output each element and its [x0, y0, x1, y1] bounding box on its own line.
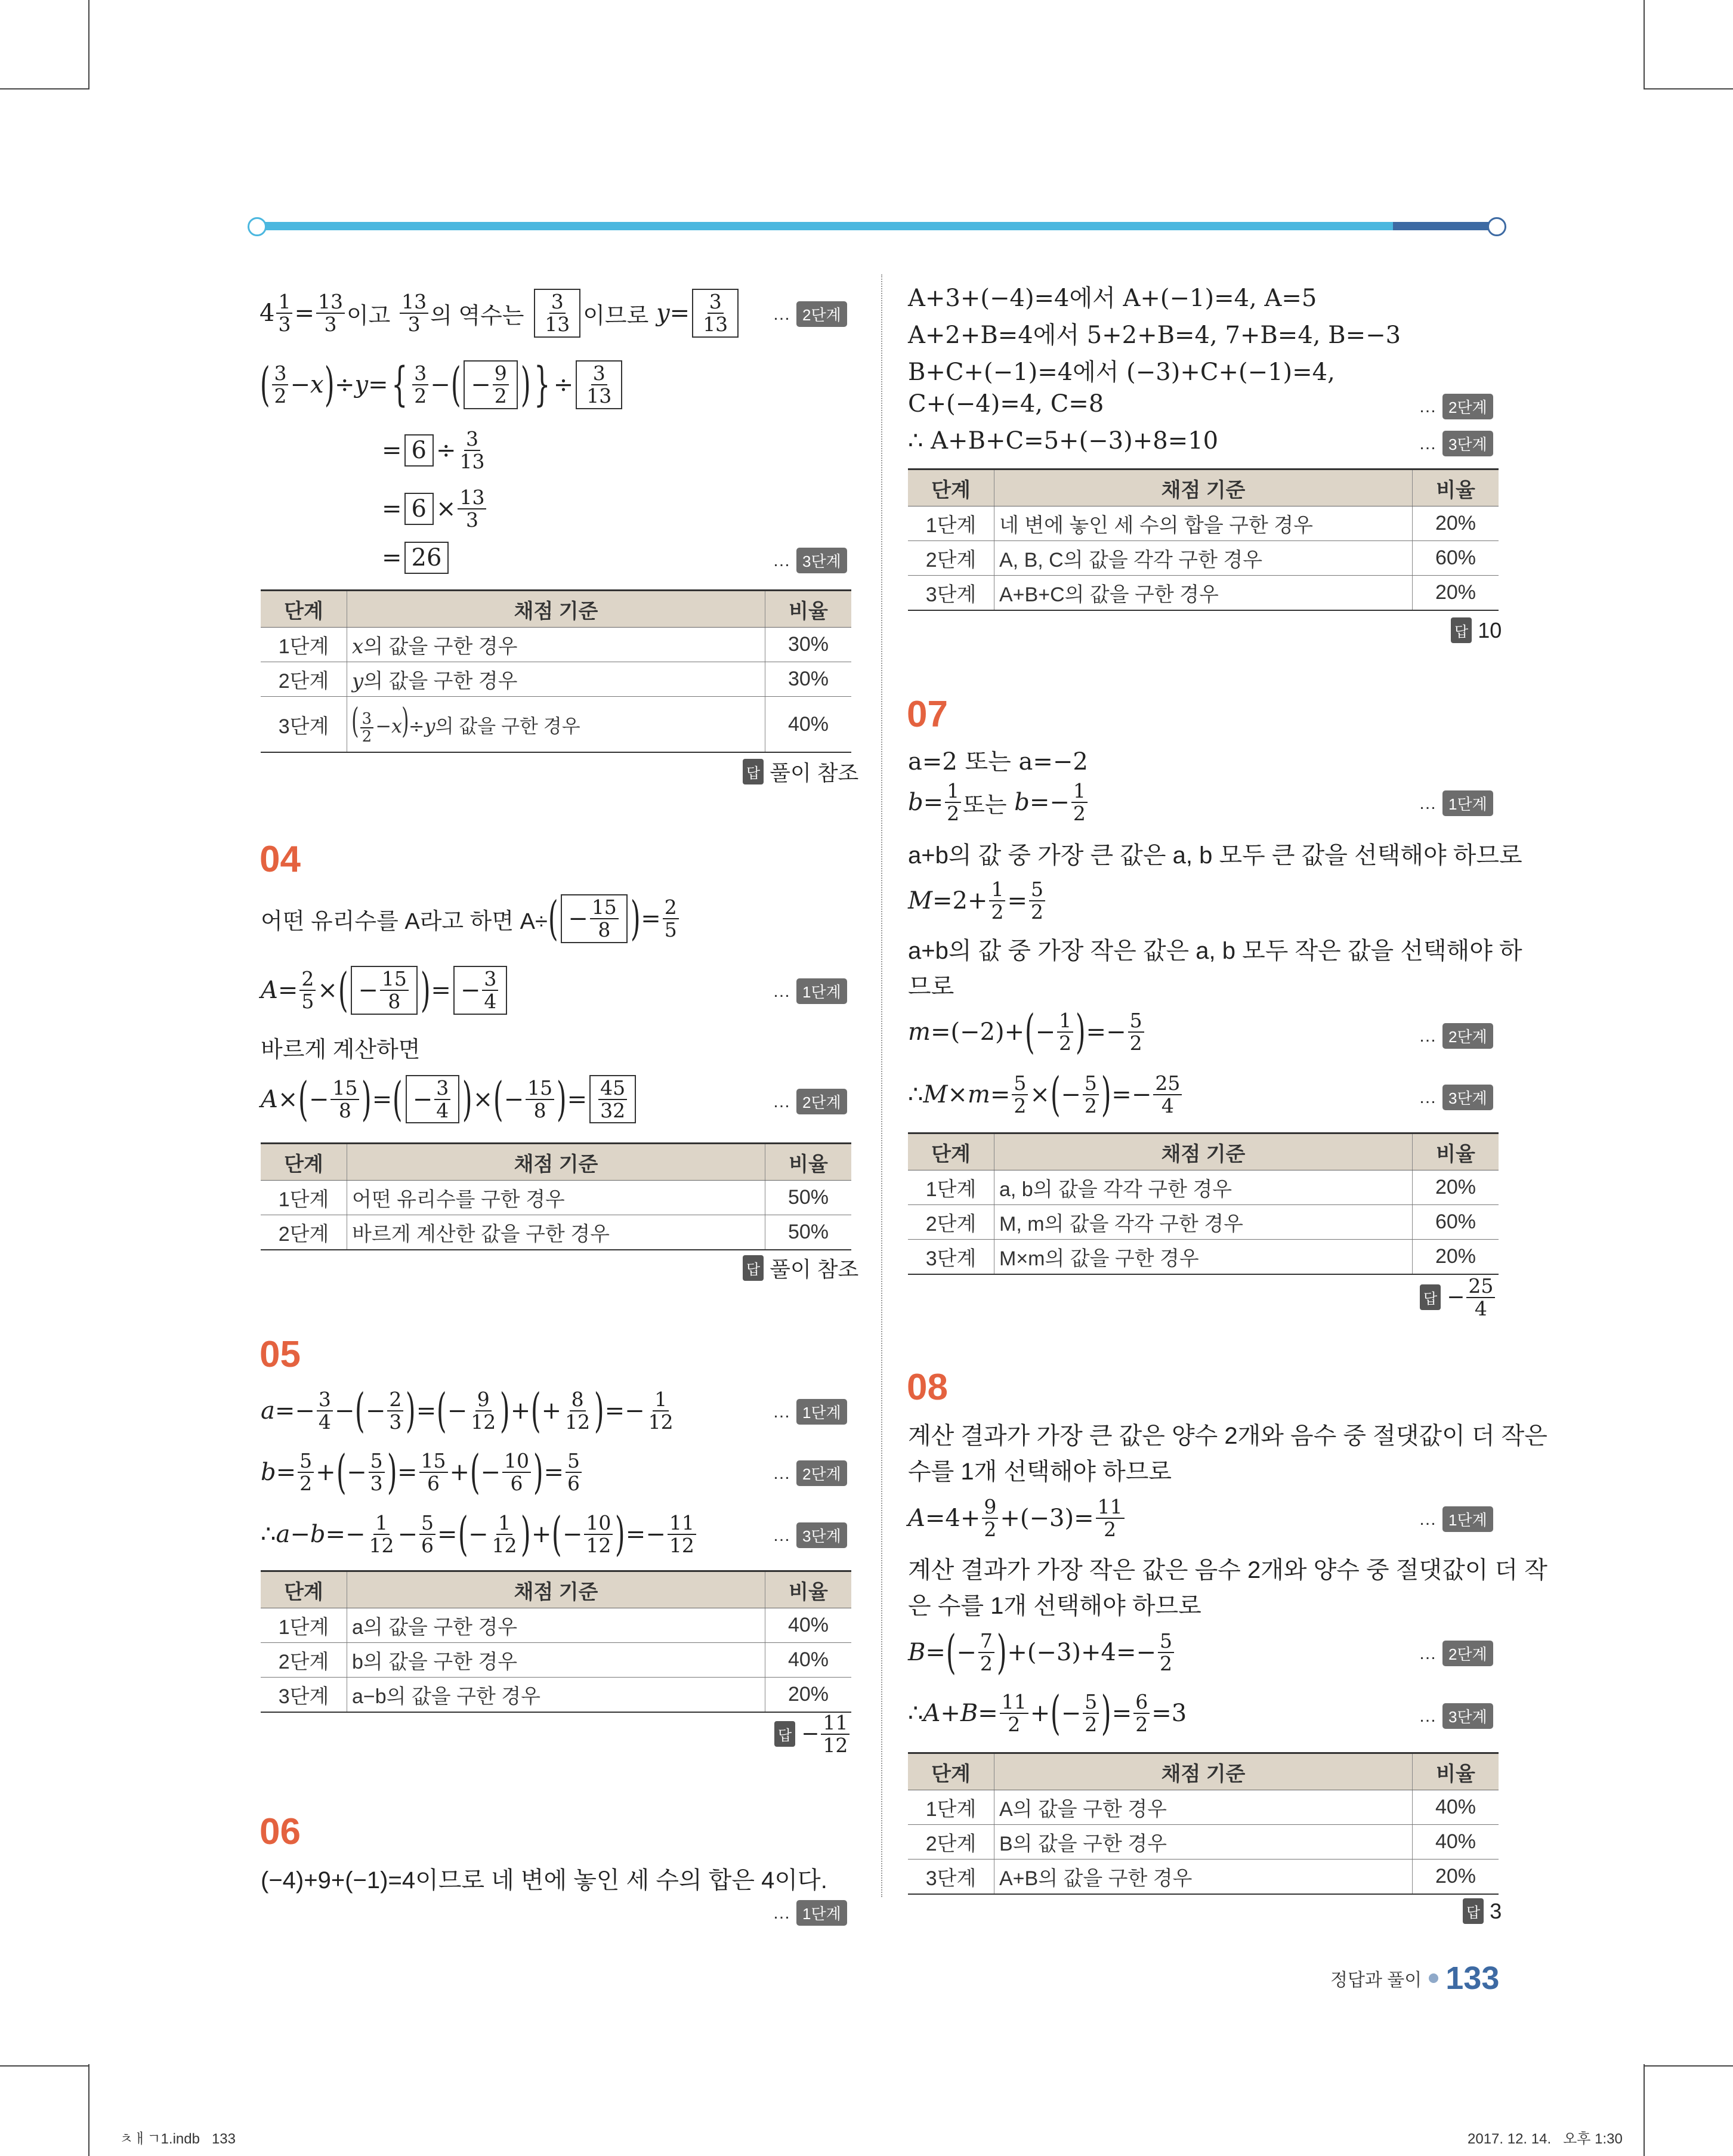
crop-mark	[0, 2065, 89, 2067]
crop-mark	[88, 2064, 89, 2156]
q07-line7: ∴ M × m = $\frac{5}{2}$ × ( − $\frac{5}{2}$ ) =− $\frac{25}{4}$	[908, 1065, 1184, 1125]
q08-step1-marker: … 1단계	[1419, 1506, 1493, 1532]
q06-step3-marker: … 3단계	[1419, 431, 1493, 456]
q08-line5: ∴ A + B = $\frac{11}{2}$ + ( − $\frac{5}{2}$ ) = $\frac{6}{2}$ =3	[908, 1687, 1187, 1740]
section-title: 정답과 풀이	[1330, 1970, 1422, 1990]
table-row: 3단계 a−b의 값을 구한 경우 20%	[261, 1678, 851, 1713]
q07-line6: m =(−2)+ ( − $\frac{1}{2}$ ) =− $\frac{5}{2}$	[908, 1002, 1146, 1062]
q03-line5: = 26	[382, 540, 451, 576]
header-bar	[248, 217, 1506, 235]
q06-grading-table: 단계 채점 기준 비율 1단계 네 변에 놓인 세 수의 합을 구한 경우 20% 2단계 A, B, C의 값을 각각 구한 경우 60% 3단계 A+B+C의 값을 구한 경우 20%	[908, 468, 1499, 611]
q06-eq1: A+3+(−4)=4에서 A+(−1)=4, A=5	[908, 285, 1317, 312]
q07-step3-marker: … 3단계	[1419, 1085, 1493, 1110]
print-footer-right: 2017. 12. 14. 오후 1:30	[1468, 2131, 1623, 2147]
q05-number: 05	[260, 1334, 301, 1375]
q04-number: 04	[260, 839, 301, 880]
q05-line2: b = $\frac{5}{2}$ + ( − $\frac{5}{3}$ ) = $\frac{15}{6}$ + ( − $\frac{10}{6}$ ) = $\frac{5}{6}$	[261, 1443, 583, 1502]
column-divider	[881, 274, 882, 1897]
table-row: 1단계 어떤 유리수를 구한 경우 50%	[261, 1181, 851, 1215]
table-row: 2단계 B의 값을 구한 경우 40%	[908, 1825, 1499, 1860]
crop-mark	[88, 0, 89, 89]
q06-step1-marker: … 1단계	[773, 1900, 847, 1926]
print-footer-left: ㅊㅐㄱ1.indb 133	[119, 2131, 236, 2147]
q08-answer: 답 3	[1463, 1898, 1502, 1924]
q07-grading-table: 단계 채점 기준 비율 1단계 a, b의 값을 각각 구한 경우 20% 2단계 M, m의 값을 각각 구한 경우 60% 3단계 M×m의 값을 구한 경우 20%	[908, 1132, 1499, 1275]
q07-step2-marker: … 2단계	[1419, 1023, 1493, 1049]
q06-eq4: C+(−4)=4, C=8	[908, 390, 1104, 418]
q08-step2-marker: … 2단계	[1419, 1641, 1493, 1666]
table-row: 2단계 b의 값을 구한 경우 40%	[261, 1643, 851, 1678]
q03-step2-marker: … 2단계	[773, 301, 847, 327]
page-number: 133	[1445, 1960, 1500, 1996]
q07-line3: a+b의 값 중 가장 큰 값은 a, b 모두 큰 값을 선택해야 하므로	[908, 842, 1522, 869]
q03-line2: ( $\frac{3}{2}$ − x ) ÷ y = { $\frac{3}{2}$ − ( − $\frac{9}{2}$ ) } ÷ $\frac{3}{13}$	[260, 352, 625, 418]
q08-line1b: 수를 1개 선택해야 하므로	[908, 1459, 1172, 1485]
table-row: 3단계 M×m의 값을 구한 경우 20%	[908, 1240, 1499, 1275]
q04-step2-marker: … 2단계	[773, 1089, 847, 1114]
q05-step1-marker: … 1단계	[773, 1399, 847, 1425]
table-row: 2단계 y의 값을 구한 경우 30%	[261, 662, 851, 697]
q07-line1: a=2 또는 a=−2	[908, 748, 1088, 776]
q07-answer: 답 − $\frac{25}{4}$	[1420, 1275, 1497, 1319]
table-row: 3단계 A+B의 값을 구한 경우 20%	[908, 1860, 1499, 1895]
table-row: 2단계 M, m의 값을 각각 구한 경우 60%	[908, 1205, 1499, 1240]
q05-answer: 답 − $\frac{11}{12}$	[774, 1712, 851, 1756]
q03-answer: 답 풀이 참조	[743, 756, 858, 787]
crop-mark	[1644, 2065, 1733, 2067]
q06-eq2: A+2+B=4에서 5+2+B=4, 7+B=4, B=−3	[908, 322, 1401, 349]
q08-line2: A =4+ $\frac{9}{2}$ +(−3)= $\frac{11}{2}$	[908, 1490, 1126, 1546]
table-row: 1단계 a의 값을 구한 경우 40%	[261, 1608, 851, 1643]
q04-line1: 어떤 유리수를 A라고 하면 A÷ ( − $\frac{15}{8}$ ) = $\frac{2}{5}$	[261, 889, 681, 949]
q04-line3: 바르게 계산하면	[261, 1037, 421, 1062]
q03-step3-marker: … 3단계	[773, 548, 847, 573]
q05-line1: a =− $\frac{3}{4}$ − ( − $\frac{2}{3}$ ) = ( − $\frac{9}{12}$ ) + ( + $\frac{8}{12}$ ) =− $\frac{1}{12}$	[261, 1384, 674, 1438]
q08-line4: B = ( − $\frac{7}{2}$ ) +(−3)+4=− $\frac{5}{2}$	[908, 1623, 1176, 1682]
q04-step1-marker: … 1단계	[773, 978, 847, 1004]
q08-grading-table: 단계 채점 기준 비율 1단계 A의 값을 구한 경우 40% 2단계 B의 값을 구한 경우 40% 3단계 A+B의 값을 구한 경우 20%	[908, 1752, 1499, 1895]
q07-line2: b = $\frac{1}{2}$ 또는 b =− $\frac{1}{2}$	[908, 776, 1089, 829]
q06-number: 06	[260, 1811, 301, 1852]
q06-line1: (−4)+9+(−1)=4이므로 네 변에 놓인 세 수의 합은 4이다.	[261, 1867, 827, 1894]
q04-answer: 답 풀이 참조	[743, 1253, 858, 1283]
q03-grading-table: 단계 채점 기준 비율 1단계 x의 값을 구한 경우 30% 2단계 y의 값을 구한 경우 30% 3단계 ( $\frac{3}{2}$ −x)÷y의 값을 구한 경우 40%	[261, 589, 851, 753]
table-row: 2단계 A, B, C의 값을 각각 구한 경우 60%	[908, 541, 1499, 576]
q06-answer: 답 10	[1451, 617, 1502, 643]
q03-line4: = 6 × $\frac{13}{3}$	[382, 482, 488, 536]
q06-step2-marker: … 2단계	[1419, 394, 1493, 419]
q06-eq5: ∴ A+B+C=5+(−3)+8=10	[908, 427, 1219, 455]
q08-line3b: 은 수를 1개 선택해야 하므로	[908, 1593, 1201, 1619]
table-row: 1단계 x의 값을 구한 경우 30%	[261, 628, 851, 662]
q03-line1: 4 $\frac{1}{3}$ = $\frac{13}{3}$ 이고 $\frac{13}{3}$ 의 역수는 $\frac{3}{13}$ 이므로 y = $\frac{3}{13}$	[260, 283, 741, 343]
q08-step3-marker: … 3단계	[1419, 1703, 1493, 1729]
q05-step3-marker: … 3단계	[773, 1522, 847, 1548]
crop-mark	[1644, 88, 1733, 89]
table-row: 2단계 바르게 계산한 값을 구한 경우 50%	[261, 1215, 851, 1250]
q08-line1a: 계산 결과가 가장 큰 값은 양수 2개와 음수 중 절댓값이 더 작은	[908, 1423, 1547, 1449]
q04-line4: A × ( − $\frac{15}{8}$ ) = ( − $\frac{3}{4}$ ) × ( − $\frac{15}{8}$ ) = $\frac{45}{32}$	[261, 1068, 638, 1130]
q05-line3: ∴ a − b =− $\frac{1}{12}$ − $\frac{5}{6}$ = ( − $\frac{1}{12}$ ) + ( − $\frac{10}{12}$ ) =− $\frac{11}{12}$	[261, 1505, 698, 1564]
q07-line4: M =2+ $\frac{1}{2}$ = $\frac{5}{2}$	[908, 874, 1047, 928]
q03-line3: = 6 ÷ $\frac{3}{13}$	[382, 427, 485, 473]
table-row: 3단계 A+B+C의 값을 구한 경우 20%	[908, 576, 1499, 611]
page-footer	[1330, 1960, 1499, 1997]
table-row: 1단계 A의 값을 구한 경우 40%	[908, 1790, 1499, 1825]
q05-step2-marker: … 2단계	[773, 1460, 847, 1486]
crop-mark	[1644, 0, 1645, 89]
q08-line3a: 계산 결과가 가장 작은 값은 음수 2개와 양수 중 절댓값이 더 작	[908, 1557, 1547, 1583]
q05-grading-table: 단계 채점 기준 비율 1단계 a의 값을 구한 경우 40% 2단계 b의 값을 구한 경우 40% 3단계 a−b의 값을 구한 경우 20%	[261, 1570, 851, 1713]
q07-step1-marker: … 1단계	[1419, 790, 1493, 816]
q08-number: 08	[907, 1367, 948, 1408]
table-row: 3단계 ( $\frac{3}{2}$ −x)÷y의 값을 구한 경우 40%	[261, 697, 851, 753]
bullet-icon	[1429, 1973, 1438, 1983]
table-row: 1단계 a, b의 값을 각각 구한 경우 20%	[908, 1170, 1499, 1205]
crop-mark	[1644, 2064, 1645, 2156]
crop-mark	[0, 88, 89, 89]
q04-line2: A = $\frac{2}{5}$ × ( − $\frac{15}{8}$ ) = − $\frac{3}{4}$	[261, 960, 509, 1020]
q07-number: 07	[907, 694, 948, 735]
q07-line5b: 므로	[908, 974, 954, 1000]
q07-line5a: a+b의 값 중 가장 작은 값은 a, b 모두 작은 값을 선택해야 하	[908, 938, 1522, 964]
q06-eq3: B+C+(−1)=4에서 (−3)+C+(−1)=4,	[908, 359, 1335, 386]
q04-grading-table: 단계 채점 기준 비율 1단계 어떤 유리수를 구한 경우 50% 2단계 바르게 계산한 값을 구한 경우 50%	[261, 1142, 851, 1250]
table-row: 1단계 네 변에 놓인 세 수의 합을 구한 경우 20%	[908, 506, 1499, 541]
